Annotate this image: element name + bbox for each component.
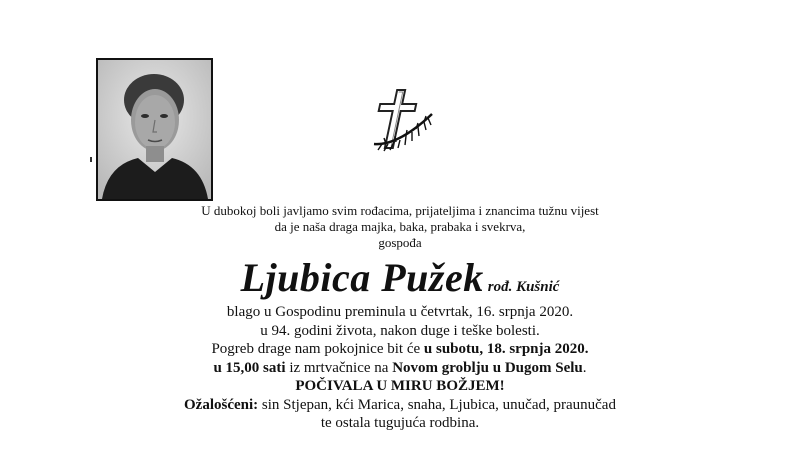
age-line: u 94. godini života, nakon duge i teške bolesti. <box>260 322 540 339</box>
deceased-name: Ljubica Pužek <box>240 255 484 300</box>
funeral-pre: Pogreb drage nam pokojnice bit će <box>211 341 424 357</box>
funeral-place: Novom groblju u Dugom Selu <box>392 359 583 376</box>
rip-line <box>0 377 800 396</box>
funeral-mid: iz mrtvačnice na <box>285 359 393 376</box>
portrait-photo <box>96 58 213 201</box>
funeral-time: u 15,00 sati <box>213 359 286 376</box>
deceased-name-line <box>0 254 800 301</box>
funeral-place-end: . <box>582 359 587 376</box>
mourners-text: sin Stjepan, kći Marica, snaha, Ljubica, unučad, praunučad <box>258 396 616 413</box>
intro-line-3: gospođa <box>378 235 422 250</box>
obituary-details <box>0 303 800 433</box>
funeral-line <box>0 340 800 359</box>
death-line: blago u Gospodinu preminula u četvrtak, 16. srpnja 2020. <box>226 304 574 320</box>
intro-line-2: da je naša draga majka, baka, prabaka i svekrva, <box>274 219 526 234</box>
intro-text <box>0 203 800 251</box>
closing-line: te ostala tugujuća rodbina. <box>320 415 480 431</box>
cross-with-palm-icon <box>368 86 438 162</box>
funeral-place-line <box>0 359 800 378</box>
intro-line-1: U dubokoj boli javljamo svim rođacima, prijateljima i znancima tužnu vijest <box>201 203 599 218</box>
mourners-label: Ožalošćeni: <box>184 396 259 413</box>
mark-dot <box>90 157 92 162</box>
mourners-line <box>0 396 800 415</box>
maiden-name: rođ. Kušnić <box>487 279 560 295</box>
portrait-illustration <box>98 60 211 199</box>
rip-text: POČIVALA U MIRU BOŽJEM! <box>295 378 505 394</box>
funeral-date: u subotu, 18. srpnja 2020. <box>423 341 589 357</box>
